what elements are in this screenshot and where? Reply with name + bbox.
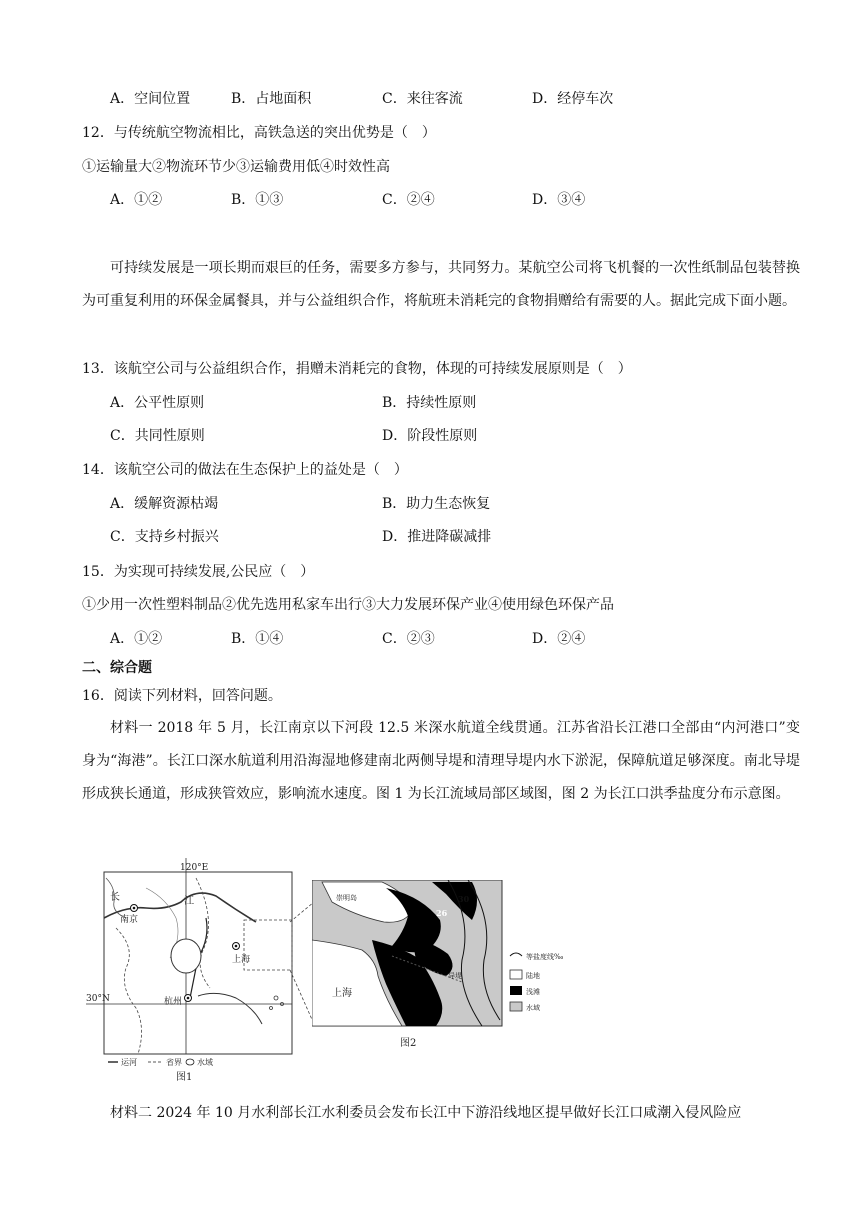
q13-option-c: C．共同性原则: [110, 428, 205, 444]
q11-options: [110, 89, 710, 109]
fig1-city-nanjing-center: [133, 907, 136, 910]
fig1-lon-label: 120°E: [180, 863, 209, 873]
q11-option-c: C．来往客流: [382, 91, 463, 107]
q12-option-d: D．③④: [532, 192, 586, 208]
fig2-legend-shoal: 浅滩: [526, 988, 540, 996]
q13-option-d: D．阶段性原则: [382, 428, 478, 444]
fig2-island-label: 崇明岛: [336, 894, 357, 902]
q13-stem: 13．该航空公司与公益组织合作，捐赠未消耗完的食物，体现的可持续发展原则是（ ）: [82, 361, 632, 377]
fig2-city-label: 上海: [332, 988, 352, 999]
fig1-lake: [171, 939, 201, 973]
q13-options: [110, 393, 710, 413]
section-title: 二、综合题: [82, 660, 152, 676]
fig1-city-nanjing: 南京: [120, 915, 139, 925]
q12-option-a: A．①②: [110, 192, 163, 208]
figure-1: [86, 858, 296, 1084]
fig2-legend-land: 陆地: [526, 972, 540, 980]
fig1-lat-label: 30°N: [86, 994, 110, 1004]
q11-option-b: B．占地面积: [231, 91, 312, 107]
q15-option-c: C．②③: [382, 631, 435, 647]
fig1-city-hangzhou: 杭州: [164, 997, 183, 1007]
passage-13-14: 可持续发展是一项长期而艰巨的任务，需要多方参与，共同努力。某航空公司将飞机餐的一次性纸制品包装替换为可重复利用的环保金属餐具，并与公益组织合作，将航班未消耗完的食物捐赠给有需要的人。据此完成下面小题。: [82, 260, 800, 309]
q11-option-a: A．空间位置: [110, 91, 191, 107]
q14-stem: 14．该航空公司的做法在生态保护上的益处是（ ）: [82, 462, 408, 478]
q12-option-b: B．①③: [231, 192, 284, 208]
fig1-caption: 图1: [176, 1072, 193, 1083]
fig1-river-char-2: 江: [184, 896, 194, 907]
q12-option-c: C．②④: [382, 192, 435, 208]
q16-material-1: 材料一 2018 年 5 月，长江南京以下河段 12.5 米深水航道全线贯通。江苏省沿长江港口全部由“内河港口”变身为“海港”。长江口深水航道利用沿海湿地修建南北两侧导堤和清理导堤内水下淤泥，保障航道足够深度。南北导堤形成狭长通道，形成狭管效应，影响流水速度。图 1 为长江流域局部区域图，图 2 为长江口洪季盐度分布示意图。: [82, 720, 800, 802]
fig1-city-shanghai: 上海: [232, 955, 251, 965]
fig1-legend-boundary: 省界: [166, 1058, 182, 1067]
figure-2: [312, 880, 582, 1050]
fig1-legend-canal: 运河: [121, 1058, 137, 1067]
fig2-caption: 图2: [400, 1038, 417, 1049]
q15-option-b: B．①④: [231, 631, 284, 647]
q15-items: ①少用一次性塑料制品②优先选用私家车出行③大力发展环保产业④使用绿色环保产品: [82, 597, 614, 613]
q16-material-2: 材料二 2024 年 10 月水利部长江水利委员会发布长江中下游沿线地区提早做好长江口咸潮入侵风险应: [110, 1105, 742, 1121]
fig1-city-shanghai-center: [235, 945, 238, 948]
q12-options: [110, 190, 710, 210]
fig2-guide-label: 导堤: [448, 972, 462, 980]
q15-option-a: A．①②: [110, 631, 163, 647]
q14-option-d: D．推进降碳减排: [382, 529, 492, 545]
q15-options: [110, 629, 710, 649]
fig1-legend-water-swatch: [186, 1059, 194, 1065]
q13-option-b: B．持续性原则: [382, 395, 477, 411]
q15-option-d: D．②④: [532, 631, 586, 647]
fig2-isoline-26-label: 26: [436, 908, 448, 918]
q14-options-row2: [110, 527, 710, 547]
fig1-river-char-1: 长: [110, 892, 120, 903]
q14-option-c: C．支持乡村振兴: [110, 529, 219, 545]
q12-items: ①运输量大②物流环节少③运输费用低④时效性高: [82, 159, 390, 175]
fig2-isoline-30-label: 30: [458, 894, 470, 904]
q13-options-row2: [110, 426, 710, 446]
q14-options: [110, 494, 710, 514]
q15-stem: 15．为实现可持续发展,公民应（ ）: [82, 564, 315, 580]
q13-option-a: A．公平性原则: [110, 395, 205, 411]
q14-option-a: A．缓解资源枯竭: [110, 496, 219, 512]
q14-option-b: B．助力生态恢复: [382, 496, 491, 512]
fig2-legend-water: 水域: [526, 1004, 540, 1012]
q16-stem: 16．阅读下列材料，回答问题。: [82, 688, 282, 704]
fig1-city-hangzhou-center: [187, 997, 190, 1000]
fig2-legend-isoline-swatch: [510, 953, 522, 956]
figure-1-map: [86, 858, 296, 1084]
fig2-legend-shoal-swatch: [510, 986, 522, 995]
q12-stem: 12．与传统航空物流相比，高铁急送的突出优势是（ ）: [82, 125, 436, 141]
fig2-legend-land-swatch: [510, 970, 522, 979]
fig1-legend-water: 水域: [197, 1058, 213, 1067]
fig2-legend-title: 等盐度线‰: [526, 953, 564, 961]
q11-option-d: D．经停车次: [532, 91, 614, 107]
fig2-legend-water-swatch: [510, 1002, 522, 1011]
figure-2-map: [312, 880, 582, 1050]
